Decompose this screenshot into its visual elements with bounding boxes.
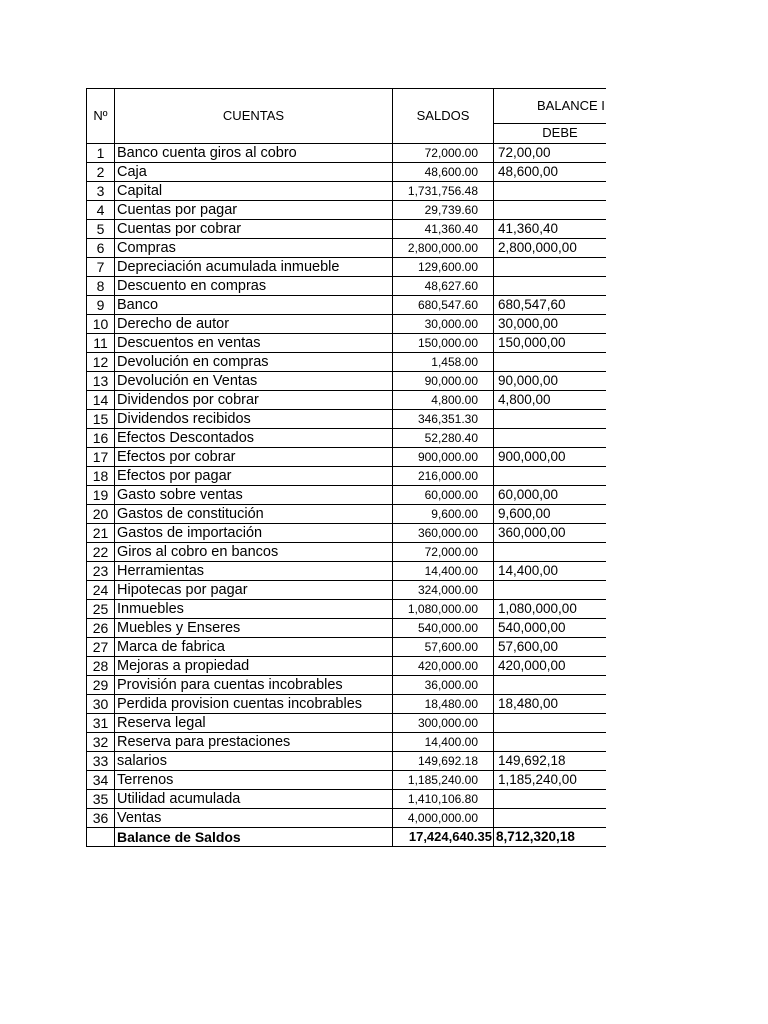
account-name: Gastos de constitución xyxy=(115,505,393,524)
row-number: 25 xyxy=(87,600,115,619)
account-name: Dividendos por cobrar xyxy=(115,391,393,410)
row-number: 34 xyxy=(87,771,115,790)
saldo-value: 14,400.00 xyxy=(393,562,494,581)
saldo-value: 90,000.00 xyxy=(393,372,494,391)
account-name: salarios xyxy=(115,752,393,771)
header-debe: DEBE xyxy=(494,123,607,143)
account-name: Perdida provision cuentas incobrables xyxy=(115,695,393,714)
saldo-value: 1,410,106.80 xyxy=(393,790,494,809)
row-number: 1 xyxy=(87,144,115,163)
account-name: Compras xyxy=(115,239,393,258)
row-number: 19 xyxy=(87,486,115,505)
table-row xyxy=(87,524,607,543)
total-debe: 8,712,320,18 xyxy=(494,828,607,847)
saldo-value: 72,000.00 xyxy=(393,543,494,562)
account-name: Derecho de autor xyxy=(115,315,393,334)
debe-value xyxy=(494,353,607,372)
debe-value: 18,480,00 xyxy=(494,695,607,714)
saldo-value: 1,080,000.00 xyxy=(393,600,494,619)
account-name: Efectos por pagar xyxy=(115,467,393,486)
saldo-value: 1,458.00 xyxy=(393,353,494,372)
debe-value: 150,000,00 xyxy=(494,334,607,353)
saldo-value: 540,000.00 xyxy=(393,619,494,638)
account-name: Banco xyxy=(115,296,393,315)
account-name: Banco cuenta giros al cobro xyxy=(115,144,393,163)
table-row xyxy=(87,239,607,258)
debe-value: 2,800,000,00 xyxy=(494,239,607,258)
debe-value xyxy=(494,543,607,562)
row-number: 22 xyxy=(87,543,115,562)
saldo-value: 9,600.00 xyxy=(393,505,494,524)
account-name: Hipotecas por pagar xyxy=(115,581,393,600)
account-name: Caja xyxy=(115,163,393,182)
row-number: 7 xyxy=(87,258,115,277)
table-row xyxy=(87,353,607,372)
total-no-cell xyxy=(87,828,115,847)
debe-value xyxy=(494,201,607,220)
saldo-value: 680,547.60 xyxy=(393,296,494,315)
account-name: Inmuebles xyxy=(115,600,393,619)
saldo-value: 4,800.00 xyxy=(393,391,494,410)
saldo-value: 1,731,756.48 xyxy=(393,182,494,201)
account-name: Descuentos en ventas xyxy=(115,334,393,353)
debe-value xyxy=(494,182,607,201)
debe-value: 420,000,00 xyxy=(494,657,607,676)
saldo-value: 360,000.00 xyxy=(393,524,494,543)
saldo-value: 4,000,000.00 xyxy=(393,809,494,828)
table-row xyxy=(87,733,607,752)
header-cuentas: CUENTAS xyxy=(115,89,393,144)
debe-value: 900,000,00 xyxy=(494,448,607,467)
table-row xyxy=(87,296,607,315)
balance-table xyxy=(86,88,606,847)
table-row xyxy=(87,220,607,239)
table-row xyxy=(87,410,607,429)
row-number: 29 xyxy=(87,676,115,695)
debe-value xyxy=(494,790,607,809)
account-name: Gastos de importación xyxy=(115,524,393,543)
table-row xyxy=(87,334,607,353)
row-number: 35 xyxy=(87,790,115,809)
account-name: Ventas xyxy=(115,809,393,828)
table-row xyxy=(87,315,607,334)
saldo-value: 48,627.60 xyxy=(393,277,494,296)
table-row xyxy=(87,201,607,220)
debe-value xyxy=(494,809,607,828)
table-row xyxy=(87,467,607,486)
saldo-value: 420,000.00 xyxy=(393,657,494,676)
account-name: Cuentas por pagar xyxy=(115,201,393,220)
debe-value: 9,600,00 xyxy=(494,505,607,524)
debe-value: 30,000,00 xyxy=(494,315,607,334)
table-row xyxy=(87,543,607,562)
row-number: 21 xyxy=(87,524,115,543)
table-row xyxy=(87,790,607,809)
table-row xyxy=(87,752,607,771)
account-name: Devolución en compras xyxy=(115,353,393,372)
table-row xyxy=(87,391,607,410)
debe-value: 360,000,00 xyxy=(494,524,607,543)
saldo-value: 300,000.00 xyxy=(393,714,494,733)
table-row xyxy=(87,695,607,714)
total-row xyxy=(87,828,607,847)
debe-value xyxy=(494,581,607,600)
table-row xyxy=(87,676,607,695)
row-number: 33 xyxy=(87,752,115,771)
account-name: Devolución en Ventas xyxy=(115,372,393,391)
row-number: 36 xyxy=(87,809,115,828)
saldo-value: 324,000.00 xyxy=(393,581,494,600)
saldo-value: 52,280.40 xyxy=(393,429,494,448)
header-balance: BALANCE I xyxy=(494,89,607,124)
debe-value: 14,400,00 xyxy=(494,562,607,581)
balance-sheet xyxy=(86,88,606,847)
row-number: 23 xyxy=(87,562,115,581)
debe-value: 4,800,00 xyxy=(494,391,607,410)
row-number: 4 xyxy=(87,201,115,220)
saldo-value: 60,000.00 xyxy=(393,486,494,505)
row-number: 8 xyxy=(87,277,115,296)
table-row xyxy=(87,277,607,296)
header-saldos: SALDOS xyxy=(393,89,494,144)
debe-value: 90,000,00 xyxy=(494,372,607,391)
row-number: 9 xyxy=(87,296,115,315)
saldo-value: 216,000.00 xyxy=(393,467,494,486)
table-row xyxy=(87,619,607,638)
table-row xyxy=(87,505,607,524)
table-row xyxy=(87,258,607,277)
saldo-value: 72,000.00 xyxy=(393,144,494,163)
table-header xyxy=(87,89,607,144)
debe-value: 48,600,00 xyxy=(494,163,607,182)
table-row xyxy=(87,771,607,790)
debe-value xyxy=(494,714,607,733)
row-number: 26 xyxy=(87,619,115,638)
row-number: 31 xyxy=(87,714,115,733)
row-number: 24 xyxy=(87,581,115,600)
saldo-value: 41,360.40 xyxy=(393,220,494,239)
debe-value xyxy=(494,676,607,695)
debe-value: 72,00,00 xyxy=(494,144,607,163)
row-number: 13 xyxy=(87,372,115,391)
total-saldo: 17,424,640.35 xyxy=(393,828,494,847)
saldo-value: 14,400.00 xyxy=(393,733,494,752)
debe-value xyxy=(494,258,607,277)
account-name: Mejoras a propiedad xyxy=(115,657,393,676)
header-no: Nº xyxy=(87,89,115,144)
account-name: Reserva legal xyxy=(115,714,393,733)
table-row xyxy=(87,657,607,676)
row-number: 12 xyxy=(87,353,115,372)
total-label: Balance de Saldos xyxy=(115,828,393,847)
debe-value: 1,080,000,00 xyxy=(494,600,607,619)
row-number: 11 xyxy=(87,334,115,353)
table-row xyxy=(87,638,607,657)
saldo-value: 129,600.00 xyxy=(393,258,494,277)
debe-value: 41,360,40 xyxy=(494,220,607,239)
debe-value: 680,547,60 xyxy=(494,296,607,315)
table-row xyxy=(87,562,607,581)
account-name: Descuento en compras xyxy=(115,277,393,296)
row-number: 10 xyxy=(87,315,115,334)
table-row xyxy=(87,372,607,391)
debe-value xyxy=(494,277,607,296)
account-name: Dividendos recibidos xyxy=(115,410,393,429)
table-row xyxy=(87,182,607,201)
row-number: 27 xyxy=(87,638,115,657)
row-number: 18 xyxy=(87,467,115,486)
row-number: 28 xyxy=(87,657,115,676)
saldo-value: 1,185,240.00 xyxy=(393,771,494,790)
row-number: 17 xyxy=(87,448,115,467)
account-name: Cuentas por cobrar xyxy=(115,220,393,239)
account-name: Depreciación acumulada inmueble xyxy=(115,258,393,277)
account-name: Marca de fabrica xyxy=(115,638,393,657)
saldo-value: 18,480.00 xyxy=(393,695,494,714)
table-row xyxy=(87,163,607,182)
table-row xyxy=(87,448,607,467)
saldo-value: 48,600.00 xyxy=(393,163,494,182)
saldo-value: 346,351.30 xyxy=(393,410,494,429)
row-number: 2 xyxy=(87,163,115,182)
account-name: Gasto sobre ventas xyxy=(115,486,393,505)
table-row xyxy=(87,429,607,448)
account-name: Efectos Descontados xyxy=(115,429,393,448)
account-name: Efectos por cobrar xyxy=(115,448,393,467)
row-number: 6 xyxy=(87,239,115,258)
row-number: 20 xyxy=(87,505,115,524)
saldo-value: 36,000.00 xyxy=(393,676,494,695)
saldo-value: 2,800,000.00 xyxy=(393,239,494,258)
saldo-value: 57,600.00 xyxy=(393,638,494,657)
debe-value: 60,000,00 xyxy=(494,486,607,505)
debe-value: 1,185,240,00 xyxy=(494,771,607,790)
table-row xyxy=(87,581,607,600)
row-number: 30 xyxy=(87,695,115,714)
row-number: 32 xyxy=(87,733,115,752)
saldo-value: 30,000.00 xyxy=(393,315,494,334)
debe-value xyxy=(494,733,607,752)
saldo-value: 29,739.60 xyxy=(393,201,494,220)
row-number: 15 xyxy=(87,410,115,429)
saldo-value: 149,692.18 xyxy=(393,752,494,771)
debe-value: 57,600,00 xyxy=(494,638,607,657)
row-number: 3 xyxy=(87,182,115,201)
account-name: Muebles y Enseres xyxy=(115,619,393,638)
table-row xyxy=(87,144,607,163)
table-row xyxy=(87,809,607,828)
saldo-value: 150,000.00 xyxy=(393,334,494,353)
row-number: 5 xyxy=(87,220,115,239)
account-name: Capital xyxy=(115,182,393,201)
account-name: Herramientas xyxy=(115,562,393,581)
debe-value xyxy=(494,467,607,486)
account-name: Reserva para prestaciones xyxy=(115,733,393,752)
account-name: Provisión para cuentas incobrables xyxy=(115,676,393,695)
row-number: 16 xyxy=(87,429,115,448)
debe-value: 540,000,00 xyxy=(494,619,607,638)
debe-value: 149,692,18 xyxy=(494,752,607,771)
debe-value xyxy=(494,410,607,429)
table-row xyxy=(87,714,607,733)
table-row xyxy=(87,600,607,619)
table-body xyxy=(87,144,607,828)
account-name: Giros al cobro en bancos xyxy=(115,543,393,562)
saldo-value: 900,000.00 xyxy=(393,448,494,467)
debe-value xyxy=(494,429,607,448)
account-name: Utilidad acumulada xyxy=(115,790,393,809)
account-name: Terrenos xyxy=(115,771,393,790)
row-number: 14 xyxy=(87,391,115,410)
table-row xyxy=(87,486,607,505)
